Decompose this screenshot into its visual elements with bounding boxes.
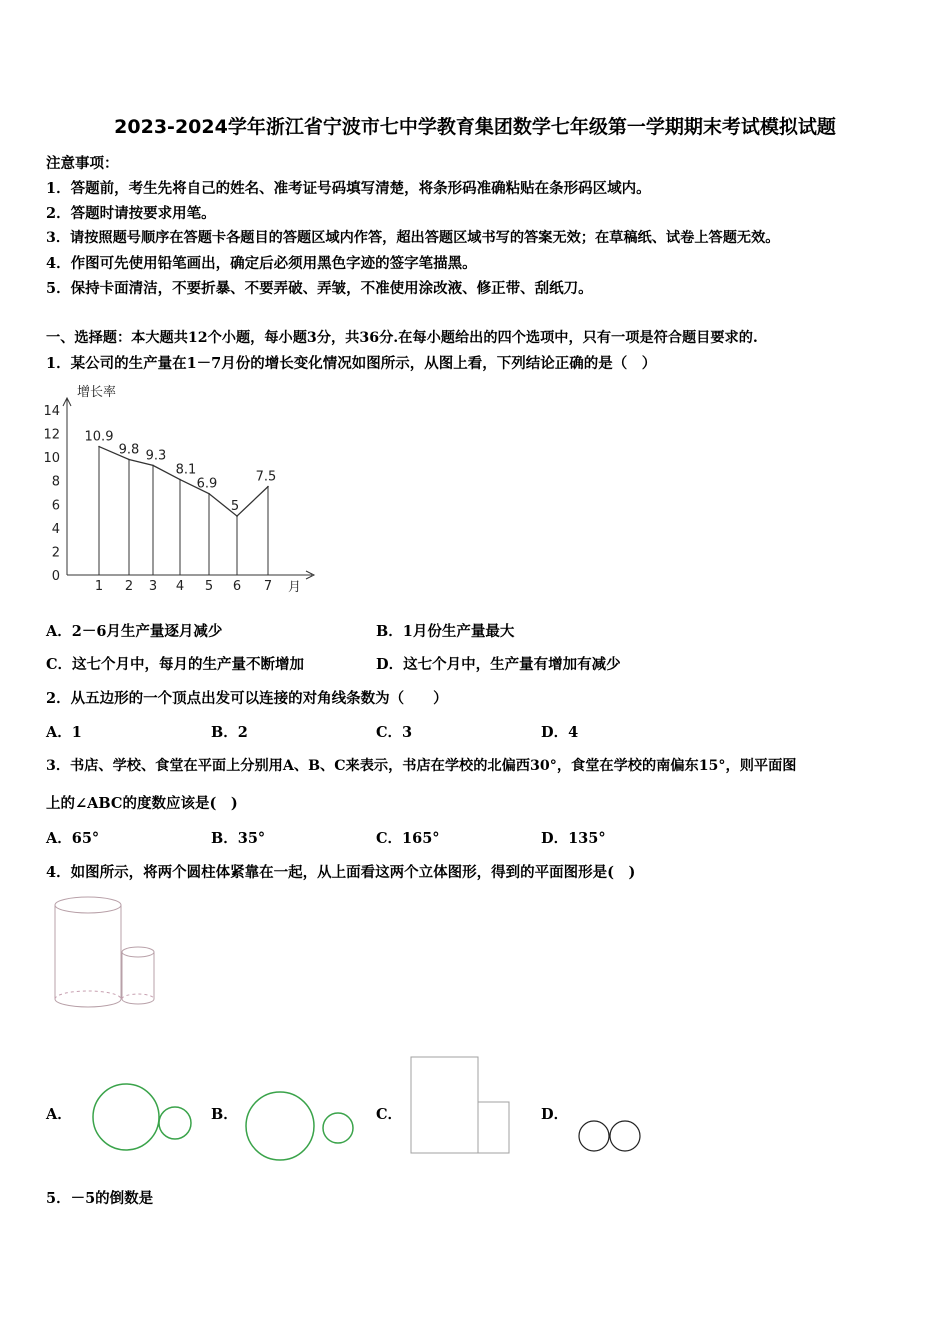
question-3-stem-line-1: 3．书店、学校、食堂在平面上分别用A、B、C来表示，书店在学校的北偏西30°，食堂在学校的南偏东15°，则平面图 bbox=[46, 758, 797, 774]
q3-option-b[interactable]: B．35° bbox=[211, 830, 266, 847]
q4-option-b-label[interactable]: B． bbox=[211, 1106, 238, 1123]
q2-option-d[interactable]: D．4 bbox=[541, 724, 579, 741]
data-label: 10.9 bbox=[84, 429, 114, 445]
cylinders-figure bbox=[50, 893, 160, 1008]
x-tick-label: 5 bbox=[204, 579, 214, 594]
q2-option-c[interactable]: C．3 bbox=[376, 724, 413, 741]
data-point bbox=[152, 465, 154, 467]
data-point bbox=[98, 446, 100, 448]
q3-option-d[interactable]: D．135° bbox=[541, 830, 606, 847]
y-tick-label: 12 bbox=[43, 427, 60, 443]
large-cylinder-top bbox=[55, 897, 121, 913]
data-label: 7.5 bbox=[255, 469, 277, 485]
question-1-stem: 1．某公司的生产量在1－7月份的增长变化情况如图所示，从图上看，下列结论正确的是（ ） bbox=[46, 355, 657, 372]
section-heading: 一、选择题：本大题共12个小题，每小题3分，共36分.在每小题给出的四个选项中，只有一项是符合题目要求的. bbox=[46, 330, 758, 346]
y-tick-label: 14 bbox=[43, 404, 60, 419]
data-label: 9.3 bbox=[145, 448, 167, 464]
data-point bbox=[267, 486, 269, 488]
question-5-stem: 5．－5的倒数是 bbox=[46, 1190, 154, 1207]
q3-option-a[interactable]: A．65° bbox=[46, 830, 100, 847]
q4-option-a-figure[interactable] bbox=[88, 1080, 198, 1155]
q1-option-b[interactable]: B．1月份生产量最大 bbox=[376, 623, 515, 640]
option-c-small-rectangle bbox=[478, 1102, 509, 1153]
notice-item-1: 1．答题前，考生先将自己的姓名、准考证号码填写清楚，将条形码准确粘贴在条形码区域内。 bbox=[46, 180, 651, 197]
data-point bbox=[179, 479, 181, 481]
question-2-stem: 2．从五边形的一个顶点出发可以连接的对角线条数为（ ） bbox=[46, 690, 448, 707]
q2-option-a[interactable]: A．1 bbox=[46, 724, 82, 741]
option-d-right-circle bbox=[610, 1121, 640, 1151]
small-cylinder-top bbox=[122, 947, 154, 957]
notice-item-3: 3．请按照题号顺序在答题卡各题目的答题区域内作答，超出答题区域书写的答案无效；在草稿纸、试卷上答题无效。 bbox=[46, 230, 780, 246]
y-tick-label: 6 bbox=[51, 498, 60, 514]
q4-option-b-figure[interactable] bbox=[240, 1086, 360, 1166]
x-tick-label: 1 bbox=[94, 579, 104, 594]
data-label: 8.1 bbox=[175, 462, 197, 478]
option-c-large-rectangle bbox=[411, 1057, 478, 1153]
y-tick-label: 0 bbox=[51, 569, 60, 584]
notice-item-5: 5．保持卡面清洁，不要折暴、不要弄破、弄皱，不准使用涂改液、修正带、刮纸刀。 bbox=[46, 280, 593, 297]
q1-option-c[interactable]: C．这七个月中，每月的生产量不断增加 bbox=[46, 656, 305, 673]
notice-heading: 注意事项： bbox=[46, 155, 119, 172]
option-b-small-circle bbox=[323, 1113, 353, 1143]
large-cylinder-bottom-back bbox=[55, 991, 121, 999]
notice-item-4: 4．作图可先使用铅笔画出，确定后必须用黑色字迹的签字笔描黑。 bbox=[46, 255, 477, 272]
y-tick-label: 2 bbox=[51, 545, 60, 561]
option-a-small-circle bbox=[159, 1107, 191, 1139]
x-tick-label: 7 bbox=[263, 579, 273, 594]
x-tick-label: 4 bbox=[175, 579, 185, 594]
data-point bbox=[128, 459, 130, 461]
question-4-stem: 4．如图所示，将两个圆柱体紧靠在一起，从上面看这两个立体图形，得到的平面图形是( ) bbox=[46, 864, 636, 881]
y-tick-label: 10 bbox=[43, 451, 60, 467]
small-cylinder-bottom-front bbox=[122, 999, 154, 1004]
data-point bbox=[236, 515, 238, 517]
data-point bbox=[208, 493, 210, 495]
y-axis-label: 增长率 bbox=[77, 385, 117, 400]
x-tick-label: 6 bbox=[232, 579, 242, 594]
q1-option-d[interactable]: D．这七个月中，生产量有增加有减少 bbox=[376, 656, 621, 673]
notice-item-2: 2．答题时请按要求用笔。 bbox=[46, 205, 216, 222]
q3-option-c[interactable]: C．165° bbox=[376, 830, 440, 847]
q1-option-a[interactable]: A．2－6月生产量逐月减少 bbox=[46, 623, 223, 640]
q2-option-b[interactable]: B．2 bbox=[211, 724, 248, 741]
q4-option-d-figure[interactable] bbox=[574, 1117, 646, 1157]
option-a-large-circle bbox=[93, 1084, 159, 1150]
q4-option-c-figure[interactable] bbox=[406, 1052, 516, 1157]
q4-option-a-label[interactable]: A． bbox=[46, 1106, 72, 1123]
y-tick-label: 4 bbox=[51, 521, 60, 537]
q4-option-c-label[interactable]: C． bbox=[376, 1106, 403, 1123]
option-b-large-circle bbox=[246, 1092, 314, 1160]
x-tick-label: 3 bbox=[148, 579, 158, 594]
large-cylinder-bottom-front bbox=[55, 999, 121, 1007]
data-label: 9.8 bbox=[118, 442, 140, 458]
y-tick-label: 8 bbox=[51, 474, 60, 490]
option-d-left-circle bbox=[579, 1121, 609, 1151]
page-title: 2023-2024学年浙江省宁波市七中学教育集团数学七年级第一学期期末考试模拟试题 bbox=[114, 116, 836, 138]
small-cylinder-bottom-back bbox=[122, 994, 154, 999]
x-tick-label: 2 bbox=[124, 579, 134, 594]
x-axis-label: 月 bbox=[288, 580, 302, 595]
data-label: 6.9 bbox=[196, 476, 218, 492]
growth-rate-chart bbox=[40, 378, 330, 603]
data-label: 5 bbox=[230, 499, 240, 515]
q4-option-d-label[interactable]: D． bbox=[541, 1106, 569, 1123]
question-3-stem-line-2: 上的∠ABC的度数应该是( ) bbox=[46, 795, 238, 812]
